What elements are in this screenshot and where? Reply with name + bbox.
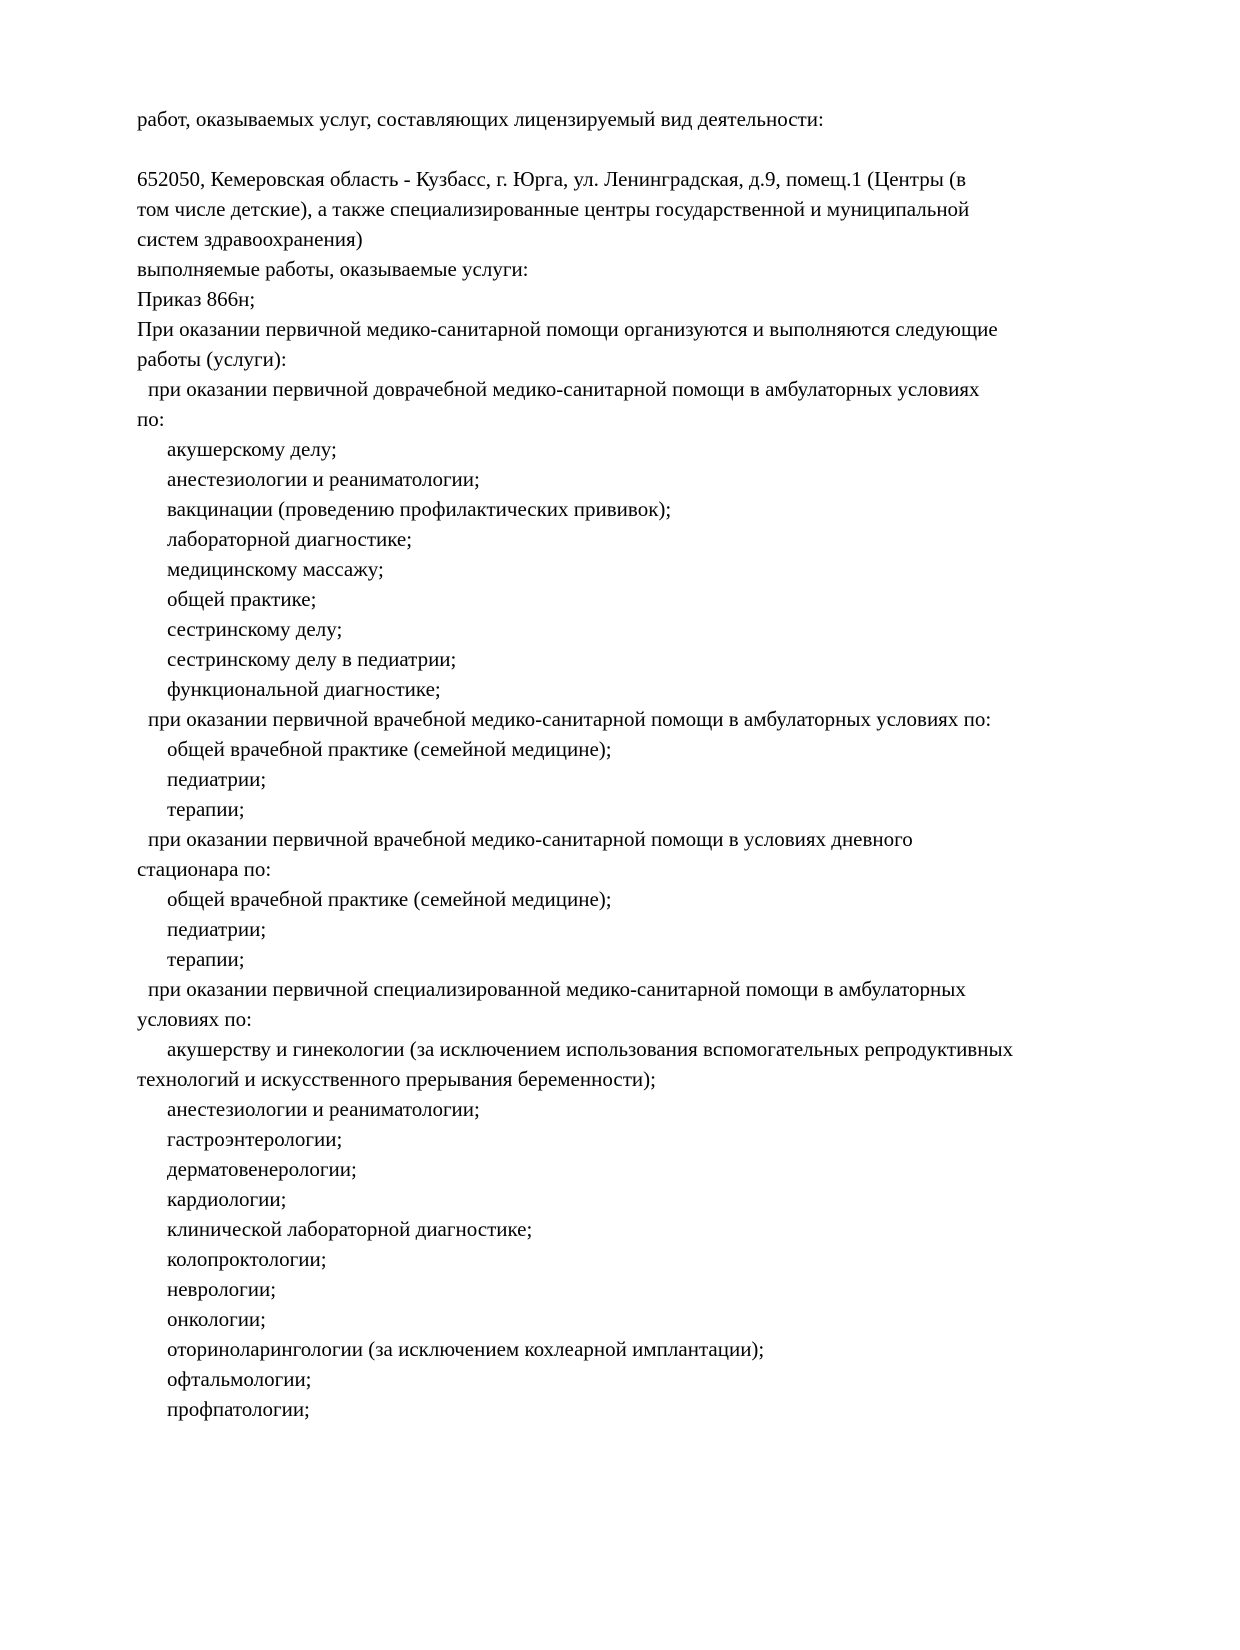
document-line: дерматовенерологии;	[167, 1157, 357, 1181]
document-line: общей врачебной практике (семейной медицине);	[167, 887, 612, 911]
document-line: онкологии;	[167, 1307, 267, 1331]
document-line: при оказании первичной врачебной медико-санитарной помощи в условиях дневного	[148, 827, 913, 851]
document-line: работ, оказываемых услуг, составляющих лицензируемый вид деятельности:	[137, 107, 824, 131]
document-line: При оказании первичной медико-санитарной помощи организуются и выполняются следующие	[137, 317, 998, 341]
document-line: том числе детские), а также специализированные центры государственной и муниципальной	[137, 197, 970, 221]
document-line: терапии;	[167, 797, 245, 821]
document-line: вакцинации (проведению профилактических прививок);	[167, 497, 672, 521]
document-line: при оказании первичной доврачебной медико-санитарной помощи в амбулаторных условиях	[148, 377, 980, 401]
document-line: медицинскому массажу;	[167, 557, 384, 581]
document-line: лабораторной диагностике;	[167, 527, 413, 551]
document-line: сестринскому делу в педиатрии;	[167, 647, 457, 671]
document-line: офтальмологии;	[167, 1367, 312, 1391]
document-line: педиатрии;	[167, 767, 267, 791]
document-line: гастроэнтерологии;	[167, 1127, 343, 1151]
document-line: профпатологии;	[167, 1397, 310, 1421]
document-line: анестезиологии и реаниматологии;	[167, 467, 480, 491]
document-line: общей практике;	[167, 587, 317, 611]
document-line: при оказании первичной специализированной медико-санитарной помощи в амбулаторных	[148, 977, 966, 1001]
document-line: 652050, Кемеровская область - Кузбасс, г. Юрга, ул. Ленинградская, д.9, помещ.1 (Центры (в	[137, 167, 966, 191]
document-line: неврологии;	[167, 1277, 277, 1301]
document-line: Приказ 866н;	[137, 287, 256, 311]
document-line: условиях по:	[137, 1007, 252, 1031]
document-line: клинической лабораторной диагностике;	[167, 1217, 533, 1241]
document-line: колопроктологии;	[167, 1247, 327, 1271]
document-line: стационара по:	[137, 857, 272, 881]
document-line: акушерскому делу;	[167, 437, 337, 461]
document-line: анестезиологии и реаниматологии;	[167, 1097, 480, 1121]
document-line: общей врачебной практике (семейной медицине);	[167, 737, 612, 761]
document-line: педиатрии;	[167, 917, 267, 941]
document-line: по:	[137, 407, 165, 431]
document-line: выполняемые работы, оказываемые услуги:	[137, 257, 529, 281]
document-line: технологий и искусственного прерывания беременности);	[137, 1067, 656, 1091]
document-line: работы (услуги):	[137, 347, 287, 371]
document-line: терапии;	[167, 947, 245, 971]
document-line: акушерству и гинекологии (за исключением использования вспомогательных репродуктивных	[167, 1037, 1014, 1061]
document-line	[137, 134, 1125, 164]
document-line: при оказании первичной врачебной медико-санитарной помощи в амбулаторных условиях по:	[148, 707, 992, 731]
document-line: оториноларингологии (за исключением кохлеарной имплантации);	[167, 1337, 765, 1361]
document-line: сестринскому делу;	[167, 617, 343, 641]
document-line: функциональной диагностике;	[167, 677, 441, 701]
document-line: систем здравоохранения)	[137, 227, 363, 251]
document-line: кардиологии;	[167, 1187, 287, 1211]
